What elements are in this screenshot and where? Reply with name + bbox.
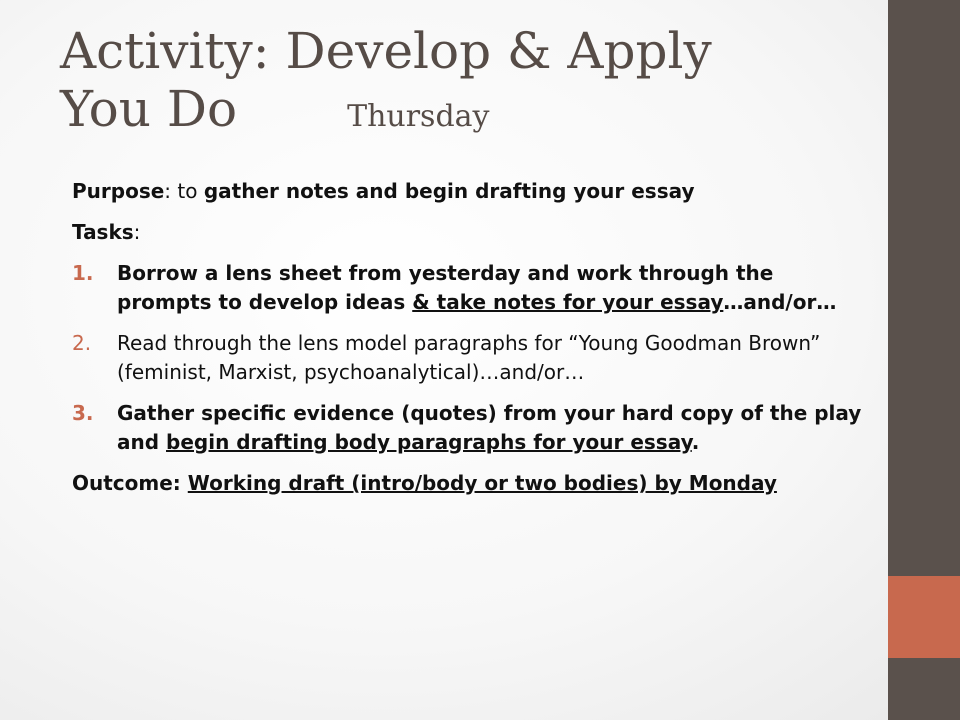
task-1-underlined: & take notes for your essay <box>412 290 724 314</box>
task-number-3: 3. <box>72 401 94 425</box>
title-line1: Activity: Develop & Apply <box>60 22 712 80</box>
tasks-label: Tasks <box>72 220 134 244</box>
purpose-text: gather notes and begin drafting your essay <box>203 179 695 203</box>
task-3-tail: . <box>691 430 700 454</box>
slide-title <box>60 22 870 146</box>
task-item-3 <box>72 399 862 457</box>
purpose-line <box>72 177 862 206</box>
title-line2: You Do <box>60 80 238 138</box>
task-3-text: Gather specific evidence (quotes) from your hard copy of the play and <box>117 401 862 454</box>
outcome-line <box>72 469 862 498</box>
task-2-text: Read through the lens model paragraphs for “Young Goodman Brown” (feminist, Marxist, psychoanalytical)…and/or… <box>117 331 821 384</box>
tasks-sep: : <box>133 220 141 244</box>
tasks-heading <box>72 218 862 247</box>
task-3-underlined: begin drafting body paragraphs for your essay <box>166 430 692 454</box>
slide-body <box>72 177 862 510</box>
title-subtitle: Thursday <box>347 99 490 134</box>
outcome-label: Outcome: <box>72 471 188 495</box>
outcome-text: Working draft (intro/body or two bodies) by Monday <box>187 471 777 495</box>
task-number-2: 2. <box>72 331 92 355</box>
purpose-sep: : to <box>164 179 204 203</box>
task-number-1: 1. <box>72 261 94 285</box>
sidebar-accent-block <box>888 576 960 658</box>
task-1-tail: …and/or… <box>723 290 837 314</box>
task-list <box>72 259 862 457</box>
purpose-label: Purpose <box>72 179 165 203</box>
task-1-text: Borrow a lens sheet from yesterday and work through the prompts to develop ideas <box>117 261 774 314</box>
task-item-2 <box>72 329 862 387</box>
task-item-1 <box>72 259 862 317</box>
